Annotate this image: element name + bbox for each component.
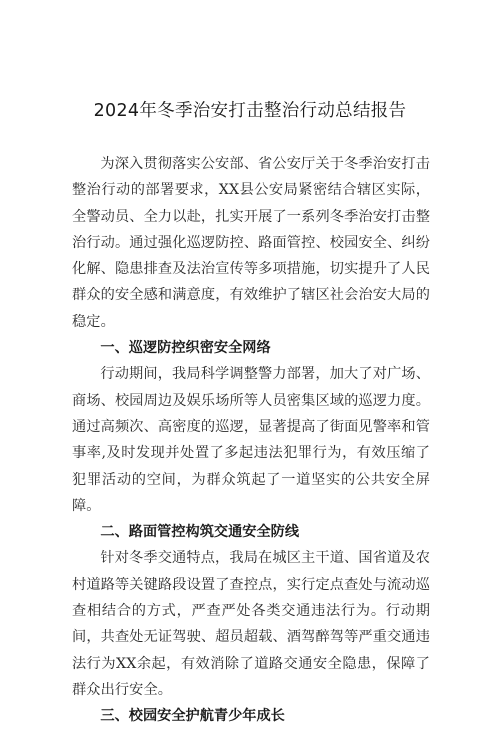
section-heading-campus: 三、校园安全护航青少年成长	[100, 708, 285, 725]
section-heading-traffic: 二、路面管控构筑交通安全防线	[100, 524, 300, 541]
section-body-patrol: 行动期间，我局科学调整警力部署，加大了对广场、商场、校园周边及娱乐场所等人员密集区域的巡逻力度。通过高频次、高密度的巡逻，显著提高了街面见警率和管事率,及时发现并处置了多起违法犯罪行为，有效压缩了犯罪活动的空间，为群众筑起了一道坚实的公共安全屏障。	[72, 366, 430, 514]
intro-paragraph: 为深入贯彻落实公安部、省公安厅关于冬季治安打击整治行动的部署要求，XX县公安局紧密结合辖区实际，全警动员、全力以赴，扎实开展了一系列冬季治安打击整治行动。通过强化巡逻防控、路面管控、校园安全、纠纷化解、隐患排查及法治宣传等多项措施，切实提升了人民群众的安全感和满意度，有效维护了辖区社会治安大局的稳定。	[72, 156, 430, 330]
document-body	[72, 151, 430, 730]
section-body-traffic: 针对冬季交通特点，我局在城区主干道、国省道及农村道路等关键路段设置了查控点，实行定点查处与流动巡查相结合的方式，严查严处各类交通违法行为。行动期间，共查处无证驾驶、超员超载、酒驾醉驾等严重交通违法行为XX余起，有效消除了道路交通安全隐患，保障了群众出行安全。	[72, 550, 430, 698]
document-title: 2024年冬季治安打击整治行动总结报告	[93, 101, 407, 121]
section-heading-patrol: 一、巡逻防控织密安全网络	[100, 340, 271, 357]
